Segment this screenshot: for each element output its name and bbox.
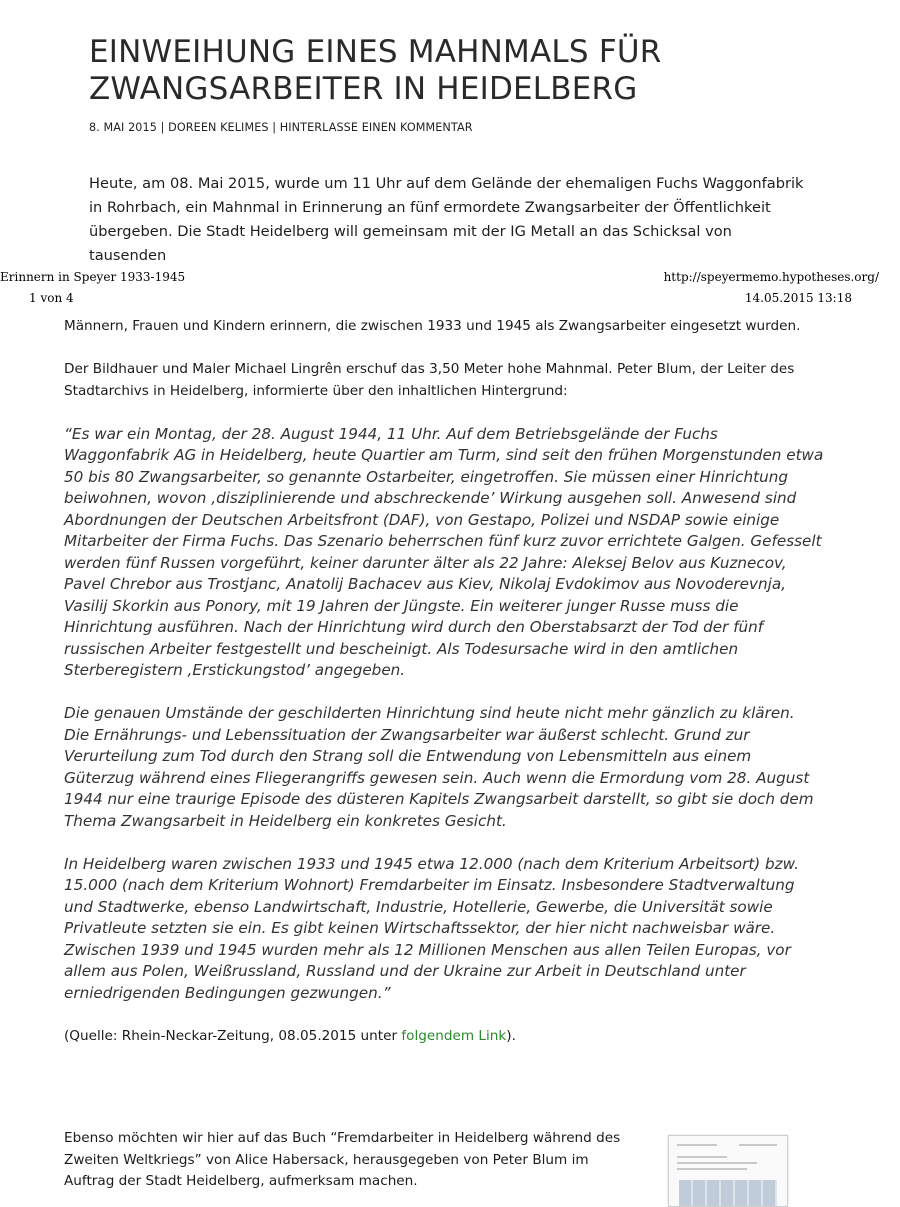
meta-separator: | — [156, 121, 169, 134]
leave-comment-link[interactable]: HINTERLASSE EINEN KOMMENTAR — [279, 121, 473, 134]
cover-text-line — [739, 1144, 777, 1146]
quote-paragraph-3: In Heidelberg waren zwischen 1933 und 1945 etwa 12.000 (nach dem Kriterium Arbeitsort) bzw. 15.000 (nach dem Kriterium Wohnort) Fremdarbeiter im Einsatz. Insbesondere Stadtverwaltung und Stadtwerke, ebenso Landwirtschaft, Industrie, Hotellerie, Gewerbe, die Universität sowie Privatleute setzten sie ein. Es gibt keinen Wirtschaftssektor, der hier nicht nachweisbar wäre. Zwischen 1939 und 1945 wurden mehr als 12 Millionen Menschen aus allen Teilen Europas, vor allem aus Polen, Weißrussland, Russland und der Ukraine zur Arbeit in Deutschland unter erniedrigenden Bedingungen gezwungen.” — [64, 854, 799, 1002]
cover-text-line — [677, 1168, 747, 1170]
book-paragraph: Ebenso möchten wir hier auf das Buch “Fremdarbeiter in Heidelberg während des Zweiten Weltkriegs” von Alice Habersack, herausgegeben von Peter Blum im Auftrag der Stadt Heidelberg, aufmerksam machen. — [64, 1130, 621, 1189]
source-link[interactable]: folgendem Link — [401, 1027, 507, 1044]
book-cover-image[interactable] — [668, 1135, 788, 1207]
cover-photo-strip — [679, 1180, 777, 1206]
article-meta — [89, 121, 473, 134]
article-body — [64, 316, 824, 1069]
source-prefix: (Quelle: Rhein-Neckar-Zeitung, 08.05.2015 unter — [64, 1027, 402, 1044]
lead-paragraph: Heute, am 08. Mai 2015, wurde um 11 Uhr auf dem Gelände der ehemaligen Fuchs Waggonfabrik in Rohrbach, ein Mahnmal in Erinnerung an fünf ermordete Zwangsarbeiter der Öffentlichkeit übergeben. Die Stadt Heidelberg will gemeinsam mit der IG Metall an das Schicksal von tausenden — [89, 175, 804, 264]
print-header-url: http://speyermemo.hypotheses.org/ — [663, 270, 879, 284]
cover-text-line — [677, 1162, 757, 1164]
cover-text-line — [677, 1156, 727, 1158]
paragraph-continuation: Männern, Frauen und Kindern erinnern, die zwischen 1933 und 1945 als Zwangsarbeiter eingesetzt wurden. — [64, 318, 801, 334]
print-timestamp: 14.05.2015 13:18 — [744, 291, 852, 305]
print-header-site-name: Erinnern in Speyer 1933-1945 — [0, 270, 186, 284]
quote-paragraph-2: Die genauen Umstände der geschilderten Hinrichtung sind heute nicht mehr gänzlich zu klären. Die Ernährungs- und Lebenssituation der Zwangsarbeiter war äußerst schlecht. Grund zur Verurteilung zum Tod durch den Strang soll die Entwendung von Lebensmitteln aus einem Güterzug während eines Fliegerangriffs gewesen sein. Auch wenn die Ermordung vom 28. August 1944 nur eine traurige Episode des düsteren Kapitels Zwangsarbeit darstellt, so gibt sie doch dem Thema Zwangsarbeit in Heidelberg ein konkretes Gesicht. — [64, 704, 814, 830]
quote-paragraph-1: “Es war ein Montag, der 28. August 1944, 11 Uhr. Auf dem Betriebsgelände der Fuchs Waggonfabrik AG in Heidelberg, heute Quartier am Turm, sind seit den frühen Morgenstunden etwa 50 bis 80 Zwangsarbeiter, so genannte Ostarbeiter, eingetroffen. Sie müssen einer Hinrichtung beiwohnen, wovon ‚disziplinierende und abschreckende’ Wirkung ausgehen soll. Anwesend sind Abordnungen der Deutschen Arbeitsfront (DAF), von Gestapo, Polizei und NSDAP sowie einige Mitarbeiter der Firma Fuchs. Das Szenario beherrschen fünf kurz zuvor errichtete Galgen. Gefesselt werden fünf Russen vorgeführt, keiner darunter älter als 22 Jahre: Aleksej Belov aus Kuznecov, Pavel Chrebor aus Trostjanc, Anatolij Bachacev aus Kiev, Nikolaj Evdokimov aus Novoderevnja, Vasilij Skorkin aus Ponory, mit 19 Jahren der Jüngste. Ein weiterer junger Russe muss die Hinrichtung ausführen. Nach der Hinrichtung wird durch den Oberstabsarzt der Tod der fünf russischen Arbeiter festgestellt und bescheinigt. Als Todesursache wird in den amtlichen Sterberegistern ‚Erstickungstod’ angegeben. — [64, 424, 824, 679]
source-line — [64, 1026, 824, 1048]
post-date-link[interactable]: 8. MAI 2015 — [89, 121, 157, 134]
cover-text-line — [677, 1144, 717, 1146]
paragraph-sculptor: Der Bildhauer und Maler Michael Lingrên erschuf das 3,50 Meter hohe Mahnmal. Peter Blum, der Leiter des Stadtarchivs in Heidelberg, informierte über den inhaltlichen Hintergrund: — [64, 361, 795, 399]
article-title: EINWEIHUNG EINES MAHNMALS FÜR ZWANGSARBEITER IN HEIDELBERG — [89, 34, 662, 107]
author-link[interactable]: DOREEN KELIMES — [168, 121, 269, 134]
source-suffix: ). — [506, 1027, 516, 1044]
meta-separator: | — [268, 121, 280, 134]
print-page-number: 1 von 4 — [29, 291, 74, 305]
